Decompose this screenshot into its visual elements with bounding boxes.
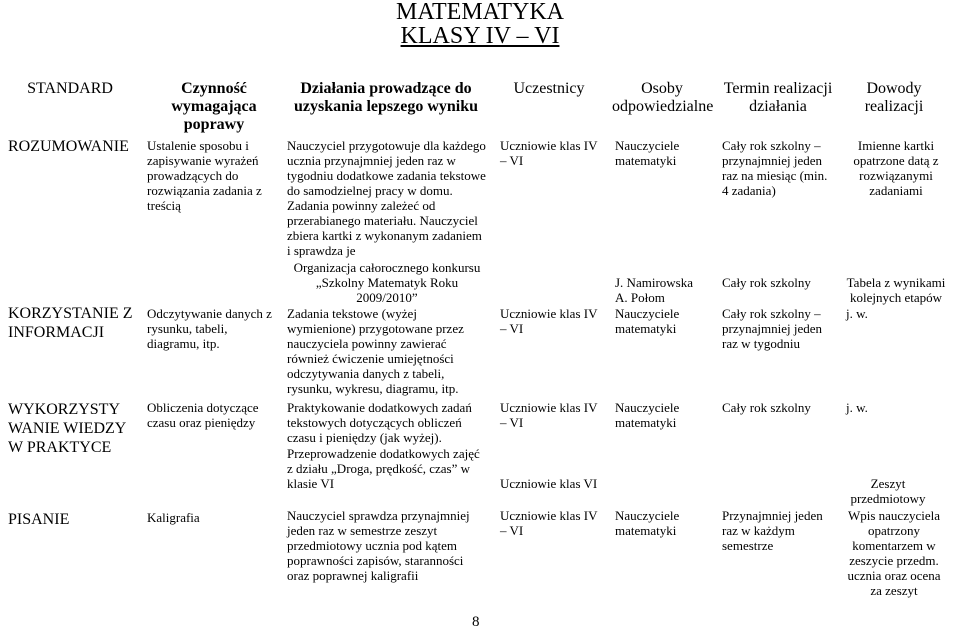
- row-uczestnicy: Uczniowie klas IV – VI: [500, 508, 598, 538]
- row-termin: Przynajmniej jeden raz w każdym semestrze: [722, 508, 823, 553]
- row-osoby: J. Namirowska A. Połom: [615, 275, 693, 305]
- row-dowody: Imienne kartki opatrzone datą z rozwiązanymi zadaniami: [853, 138, 939, 198]
- row-dowody: j. w.: [846, 400, 868, 415]
- document-title-line1: MATEMATYKA: [396, 0, 564, 25]
- row-termin: Cały rok szkolny: [722, 275, 811, 290]
- row-dowody: j. w.: [846, 306, 868, 321]
- row-czynnosc: Ustalenie sposobu i zapisywanie wyrażeń prowadzących do rozwiązania zadania z treścią: [147, 138, 262, 213]
- row-uczestnicy: Uczniowie klas VI: [500, 476, 598, 491]
- row-dzialania: Praktykowanie dodatkowych zadań tekstowych dotyczących obliczeń czasu i pieniędzy (jak wyżej).: [287, 400, 472, 445]
- row-dzialania: Przeprowadzenie dodatkowych zajęć z działu „Droga, prędkość, czas” w klasie VI: [287, 446, 480, 491]
- row-uczestnicy: Uczniowie klas IV – VI: [500, 138, 598, 168]
- row-dzialania: Zadania tekstowe (wyżej wymienione) przygotowane przez nauczyciela powinny zawierać również ćwiczenie umiejętności odczytywania danych z tabeli, rysunku, wykresu, diagramu, itp.: [287, 306, 464, 396]
- row-termin: Cały rok szkolny – przynajmniej jeden raz na miesiąc (min. 4 zadania): [722, 138, 828, 198]
- row-dzialania: Organizacja całorocznego konkursu „Szkolny Matematyk Roku 2009/2010”: [293, 260, 481, 305]
- row-dowody: Tabela z wynikami kolejnych etapów: [846, 275, 946, 305]
- row-termin: Cały rok szkolny: [722, 400, 811, 415]
- header-termin: Termin realizacji działania: [723, 80, 833, 115]
- row-osoby: Nauczyciele matematyki: [615, 306, 680, 336]
- row-osoby: Nauczyciele matematyki: [615, 400, 680, 430]
- row-standard: WYKORZYSTY WANIE WIEDZY W PRAKTYCE: [8, 401, 126, 456]
- header-dzialania: Działania prowadzące do uzyskania lepszego wyniku: [293, 80, 479, 115]
- row-dowody: Wpis nauczyciela opatrzony komentarzem w zeszycie przedm. ucznia oraz ocena za zeszyt: [847, 508, 941, 598]
- row-osoby: Nauczyciele matematyki: [615, 508, 680, 538]
- row-standard: KORZYSTANIE Z INFORMACJI: [8, 305, 133, 341]
- header-standard: STANDARD: [27, 80, 113, 97]
- row-standard: PISANIE: [8, 511, 70, 528]
- row-czynnosc: Kaligrafia: [147, 510, 200, 525]
- row-uczestnicy: Uczniowie klas IV – VI: [500, 306, 598, 336]
- row-standard: ROZUMOWANIE: [8, 138, 129, 155]
- row-dowody: Zeszyt przedmiotowy: [850, 476, 926, 506]
- row-osoby: Nauczyciele matematyki: [615, 138, 680, 168]
- row-termin: Cały rok szkolny – przynajmniej jeden raz w tygodniu: [722, 306, 822, 351]
- header-dowody: Dowody realizacji: [864, 80, 924, 115]
- header-uczestnicy: Uczestnicy: [513, 80, 585, 97]
- row-dzialania: Nauczyciel sprawdza przynajmniej jeden raz w semestrze zeszyt przedmiotowy ucznia pod kątem poprawności zapisów, staranności oraz poprawnej kaligrafii: [287, 508, 470, 583]
- page-number: 8: [472, 614, 480, 630]
- row-dzialania: Nauczyciel przygotowuje dla każdego ucznia przynajmniej jeden raz w tygodniu dodatkowe zadania tekstowe do samodzielnej pracy w domu. Zadania powinny zależeć od przerabianego materiału. Nauczyciel zbiera kartki z wykonanym zadaniem i sprawdza je: [287, 138, 486, 258]
- row-czynnosc: Obliczenia dotyczące czasu oraz pieniędzy: [147, 400, 259, 430]
- document-title-line2: KLASY IV – VI: [400, 23, 560, 49]
- row-uczestnicy: Uczniowie klas IV – VI: [500, 400, 598, 430]
- row-czynnosc: Odczytywanie danych z rysunku, tabeli, diagramu, itp.: [147, 306, 272, 351]
- header-czynnosc: Czynność wymagająca poprawy: [171, 80, 257, 133]
- header-osoby: Osoby odpowiedzialne: [612, 80, 714, 115]
